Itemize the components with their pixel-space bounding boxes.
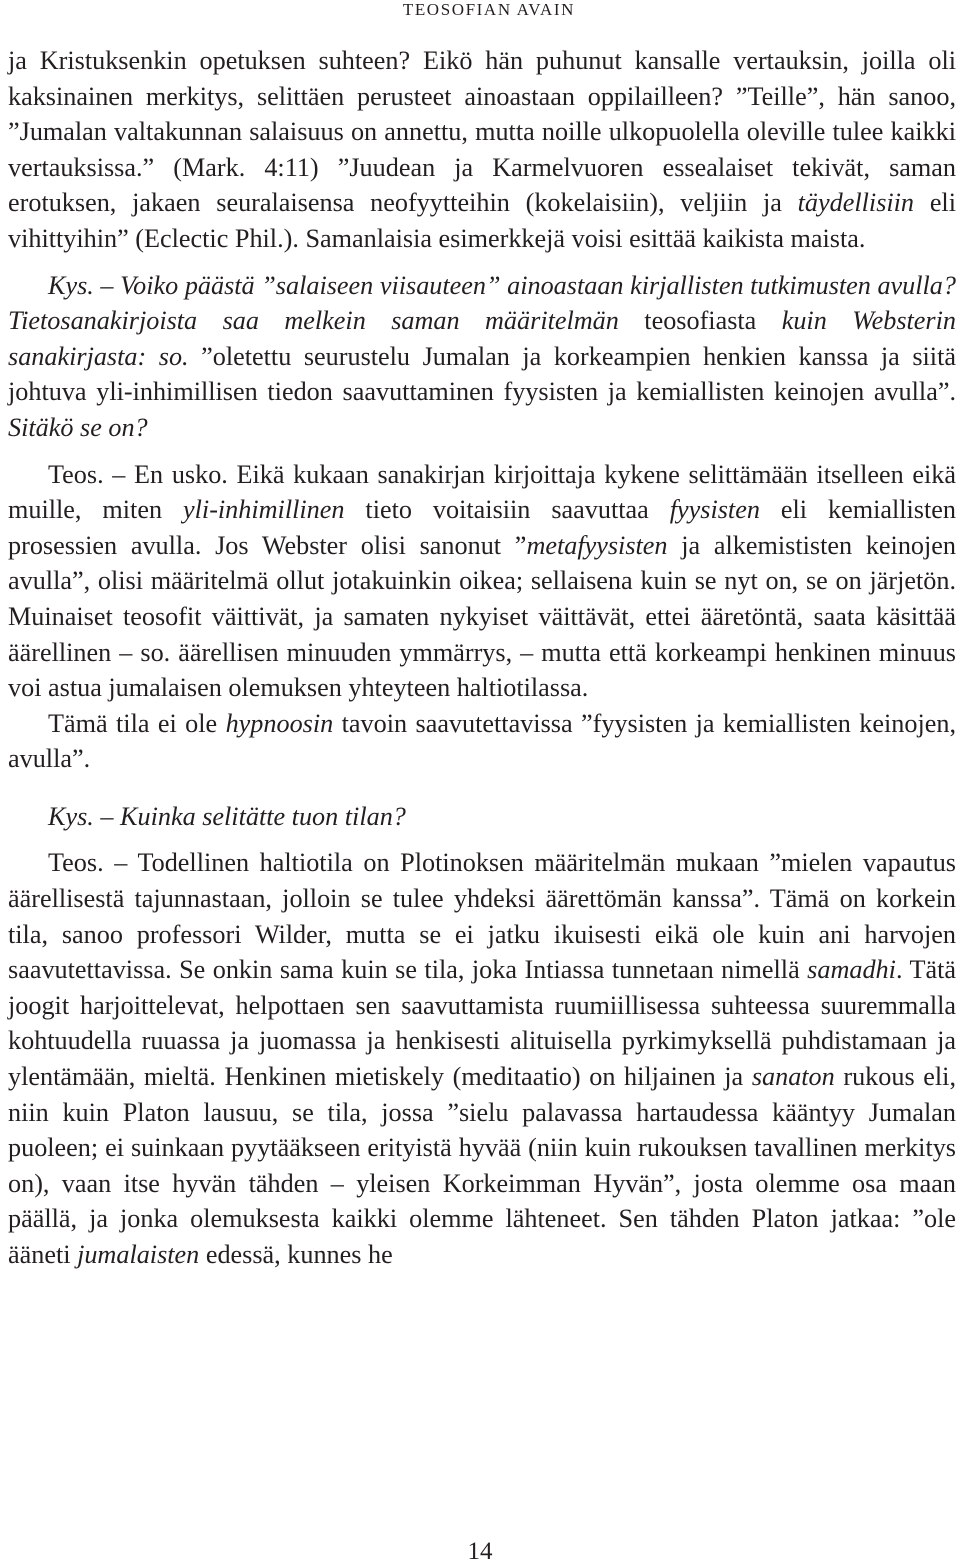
text-run: eli kemiallisten prosessien avulla. Jos Webster olisi sanonut ” bbox=[8, 495, 956, 560]
italic-run: sanaton bbox=[751, 1062, 835, 1092]
question-1 bbox=[8, 268, 956, 446]
italic-run: Kys. – Voiko päästä ”salaiseen viisauteen” ainoastaan kirjallisten tutkimusten avulla? Tietosanakirjoista saa melkein saman määritelmän bbox=[8, 270, 956, 336]
page-number: 14 bbox=[467, 1538, 493, 1565]
italic-run: kuin Websterin sanakirjasta: so. bbox=[8, 306, 956, 371]
text-run: Teos. – En usko. Eikä kukaan sanakirjan kirjoittaja kykene selittämään itselleen eikä muille, miten bbox=[8, 459, 956, 525]
italic-run: Sitäkö se on? bbox=[8, 412, 148, 442]
text-run: ”oletettu seurustelu Jumalan ja korkeampien henkien kanssa ja siitä johtuva yli-inhimillisen tiedon saavuttaminen fyysisten ja kemiallisten keinojen avulla”. bbox=[8, 341, 956, 407]
running-head-title: TEOSOFIAN AVAIN bbox=[402, 0, 575, 19]
italic-run: jumalaisten bbox=[77, 1240, 200, 1269]
running-head bbox=[403, 0, 575, 20]
italic-run: metafyysisten bbox=[526, 530, 668, 560]
answer-1 bbox=[8, 457, 956, 706]
italic-run: Kys. – Kuinka selitätte tuon tilan? bbox=[48, 801, 406, 831]
text-run: tieto voitaisiin saavuttaa bbox=[344, 495, 670, 525]
text-run: ja Kristuksenkin opetuksen suhteen? Eikö hän puhunut kansalle vertauksin, joilla oli kaksinainen merkitys, selittäen perusteet ainoastaan oppilailleen? ”Teille”, hän sanoo, ”Jumalan valtakunnan salaisuus on annettu, mutta noille ulkopuolella oleville tulee kaikki vertauksissa.” (Mark. 4:11) ”Juudean ja Karmelvuoren essealaiset tekivät, saman erotuksen, jakaen seuralaisensa neofyytteihin (kokelaisiin), veljiin ja bbox=[8, 46, 956, 218]
text-run: rukous eli, niin kuin Platon lausuu, se tila, jossa ”sielu palavassa hartaudessa kääntyy Jumalan puoleen; ei suinkaan pyytääkseen erityistä hyvää (niin kuin rukouksen tavallinen merkitys on), vaan itse hyvän tähden – yleisen Korkeimman Hyvän”, josta olemme osa maan päällä, ja jonka olemuksesta kaikki olemme lähteneet. Sen tähden Platon jatkaa: ”ole ääneti bbox=[8, 1062, 957, 1269]
text-run: edessä, kunnes he bbox=[199, 1240, 393, 1269]
italic-run: yli-inhimillinen bbox=[183, 495, 345, 525]
italic-run: hypnoosin bbox=[225, 708, 334, 738]
paragraph-intro bbox=[8, 43, 956, 257]
text-run: Teos. – Todellinen haltiotila on Plotinoksen määritelmän mukaan ”mielen vapautus äärellisestä tajunnastaan, jolloin se tulee yhdeksi äärettömän kanssa”. Tämä on korkein tila, sanoo professori Wilder, mutta se ei jatku ikuisesti eikä ole kuin ani harvojen saavutettavissa. Se onkin sama kuin se tila, joka Intiassa tunnetaan nimellä bbox=[8, 848, 956, 985]
answer-2 bbox=[8, 845, 956, 1272]
text-run: . Tätä joogit harjoittelevat, helpottaen sen saavuttamista ruumiillisessa suhteessa suuremmalla kohtuudella ruuassa ja juomassa ja henkisesti alituisella pyrkimyksellä puhdistamaan ja ylentämään, mieltä. Henkinen mietiskely (meditaatio) on hiljainen ja bbox=[8, 955, 956, 1092]
italic-run: samadhi bbox=[807, 955, 896, 985]
text-run: Tämä tila ei ole bbox=[48, 708, 226, 738]
italic-run: täydellisiin bbox=[797, 188, 915, 218]
text-run: ja alkemististen keinojen avulla”, olisi määritelmä ollut jotakuinkin oikea; sellaisena kuin se nyt on, se on järjetön. Muinaiset teosofit väittivät, ja samaten nykyiset väittävät, ettei ääretöntä, saata käsittää äärellinen – so. äärellisen minuuden ymmärrys, – mutta että korkeampi henkinen minuus voi astua jumalaisen olemuksen yhteyteen haltiotilassa. bbox=[8, 530, 956, 703]
body-text bbox=[8, 43, 956, 1273]
question-2 bbox=[8, 799, 956, 835]
text-run: teosofiasta bbox=[618, 306, 782, 336]
answer-1-continuation bbox=[8, 706, 956, 777]
text-run: eli vihittyihin” (Eclectic Phil.). Samanlaisia esimerkkejä voisi esittää kaikista maista. bbox=[8, 188, 956, 253]
italic-run: fyysisten bbox=[669, 495, 760, 525]
text-run: tavoin saavutettavissa ”fyysisten ja kemiallisten keinojen, avulla”. bbox=[8, 708, 956, 774]
